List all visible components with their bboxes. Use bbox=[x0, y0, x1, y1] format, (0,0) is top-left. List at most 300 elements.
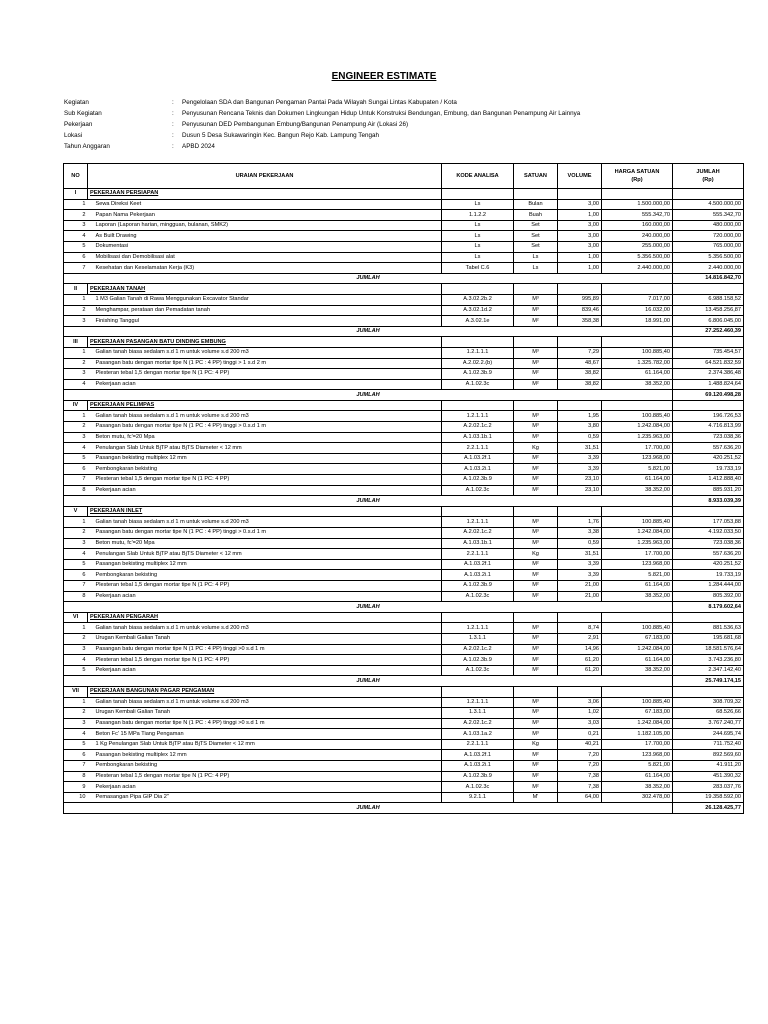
empty-cell bbox=[442, 400, 514, 411]
table-row bbox=[64, 559, 744, 570]
item-code: A.1.03.2f.1 bbox=[442, 453, 514, 464]
item-unit-price: 5.821,00 bbox=[602, 761, 673, 772]
item-description: Menghampar, perataan dan Pemadatan tanah bbox=[88, 305, 442, 316]
item-amount: 4.192.033,50 bbox=[673, 528, 744, 539]
item-volume: 3,00 bbox=[558, 220, 602, 231]
item-unit-price: 67.183,00 bbox=[602, 633, 673, 644]
item-unit: M² bbox=[514, 580, 558, 591]
empty-cell bbox=[442, 284, 514, 295]
item-unit-price: 17.700,00 bbox=[602, 739, 673, 750]
item-number: 3 bbox=[64, 369, 88, 380]
item-volume: 23,10 bbox=[558, 485, 602, 496]
section-total-label: JUMLAH bbox=[64, 496, 673, 507]
table-row bbox=[64, 294, 744, 305]
table-row bbox=[64, 665, 744, 676]
item-code: Ls bbox=[442, 252, 514, 263]
item-unit-price: 61.164,00 bbox=[602, 580, 673, 591]
table-row bbox=[64, 411, 744, 422]
meta-row bbox=[64, 120, 744, 131]
table-row bbox=[64, 538, 744, 549]
item-volume: 7,38 bbox=[558, 782, 602, 793]
item-code: 1.2.1.1.1 bbox=[442, 697, 514, 708]
section-name: PEKERJAAN TANAH bbox=[88, 284, 442, 295]
item-description: Pasangan bekisting multiplex 12 mm bbox=[88, 559, 442, 570]
item-unit: M³ bbox=[514, 358, 558, 369]
item-code: 1.2.1.1.1 bbox=[442, 411, 514, 422]
section-total-amount: 8.179.602,64 bbox=[673, 602, 744, 613]
item-number: 7 bbox=[64, 580, 88, 591]
table-row bbox=[64, 241, 744, 252]
item-number: 4 bbox=[64, 379, 88, 390]
item-volume: 3,00 bbox=[558, 231, 602, 242]
item-volume: 3,06 bbox=[558, 697, 602, 708]
item-unit: M² bbox=[514, 570, 558, 581]
item-unit-price: 123.968,00 bbox=[602, 559, 673, 570]
table-row bbox=[64, 443, 744, 454]
item-unit: M³ bbox=[514, 718, 558, 729]
item-amount: 308.709,32 bbox=[673, 697, 744, 708]
empty-cell bbox=[602, 337, 673, 348]
section-total-amount: 26.128.425,77 bbox=[673, 803, 744, 814]
section-total-row bbox=[64, 496, 744, 507]
section-total-label: JUMLAH bbox=[64, 803, 673, 814]
item-amount: 720.000,00 bbox=[673, 231, 744, 242]
section-name: PEKERJAAN PASANGAN BATU DINDING EMBUNG bbox=[88, 337, 442, 348]
section-name: PEKERJAAN BANGUNAN PAGAR PENGAMAN bbox=[88, 686, 442, 697]
table-row bbox=[64, 305, 744, 316]
item-description: Pemasangan Pipa GIP Dia 2" bbox=[88, 792, 442, 803]
item-unit: M³ bbox=[514, 708, 558, 719]
item-number: 8 bbox=[64, 771, 88, 782]
section-total-amount: 25.749.174,15 bbox=[673, 676, 744, 687]
section-number: I bbox=[64, 189, 88, 200]
item-volume: 21,00 bbox=[558, 591, 602, 602]
item-amount: 557.636,20 bbox=[673, 549, 744, 560]
table-row bbox=[64, 644, 744, 655]
item-code: A.3.02.1d.2 bbox=[442, 305, 514, 316]
item-volume: 3,80 bbox=[558, 422, 602, 433]
empty-cell bbox=[558, 612, 602, 623]
item-number: 4 bbox=[64, 443, 88, 454]
table-row bbox=[64, 697, 744, 708]
item-volume: 7,20 bbox=[558, 750, 602, 761]
meta-key: Lokasi bbox=[64, 131, 83, 139]
item-description: Pembongkaran bekisting bbox=[88, 570, 442, 581]
item-number: 6 bbox=[64, 252, 88, 263]
item-code: A.2.02.2.(b) bbox=[442, 358, 514, 369]
empty-cell bbox=[558, 400, 602, 411]
item-code: A.1.02.3b.9 bbox=[442, 580, 514, 591]
item-amount: 19.358.592,00 bbox=[673, 792, 744, 803]
section-name: PEKERJAAN INLET bbox=[88, 506, 442, 517]
item-description: 1 M3 Galian Tanah di Rawa Menggunakan Excavator Standar bbox=[88, 294, 442, 305]
table-row bbox=[64, 570, 744, 581]
item-volume: 358,38 bbox=[558, 316, 602, 327]
table-row bbox=[64, 528, 744, 539]
empty-cell bbox=[602, 189, 673, 200]
item-code: 1.2.1.1.1 bbox=[442, 623, 514, 634]
item-volume: 40,21 bbox=[558, 739, 602, 750]
empty-cell bbox=[514, 506, 558, 517]
item-code: Ls bbox=[442, 199, 514, 210]
item-unit-price: 123.968,00 bbox=[602, 750, 673, 761]
item-number: 3 bbox=[64, 718, 88, 729]
item-unit-price: 255.000,00 bbox=[602, 241, 673, 252]
item-description: 1 Kg Penulangan Slab Untuk BjTP atau BjTS Diameter < 12 mm bbox=[88, 739, 442, 750]
item-amount: 18.581.576,64 bbox=[673, 644, 744, 655]
item-volume: 31,51 bbox=[558, 549, 602, 560]
item-unit-price: 100.885,40 bbox=[602, 517, 673, 528]
item-amount: 2.440.000,00 bbox=[673, 263, 744, 274]
table-row bbox=[64, 379, 744, 390]
item-description: Pasangan bekisting multiplex 12 mm bbox=[88, 453, 442, 464]
section-header-row bbox=[64, 400, 744, 411]
estimate-table bbox=[63, 163, 744, 814]
item-unit: Bulan bbox=[514, 199, 558, 210]
item-unit-price: 5.356.500,00 bbox=[602, 252, 673, 263]
empty-cell bbox=[442, 612, 514, 623]
document-title: ENGINEER ESTIMATE bbox=[331, 71, 437, 82]
table-row bbox=[64, 485, 744, 496]
item-amount: 557.636,20 bbox=[673, 443, 744, 454]
item-volume: 1,76 bbox=[558, 517, 602, 528]
item-unit-price: 240.000,00 bbox=[602, 231, 673, 242]
item-unit: Set bbox=[514, 220, 558, 231]
item-code: A.1.03.2f.1 bbox=[442, 750, 514, 761]
empty-cell bbox=[558, 337, 602, 348]
table-row bbox=[64, 792, 744, 803]
item-code: A.1.03.2i.1 bbox=[442, 570, 514, 581]
item-unit-price: 1.325.782,00 bbox=[602, 358, 673, 369]
section-total-amount: 27.252.460,39 bbox=[673, 326, 744, 337]
meta-row bbox=[64, 109, 744, 120]
item-unit: M² bbox=[514, 369, 558, 380]
item-unit-price: 38.352,00 bbox=[602, 591, 673, 602]
item-code: A.2.02.1c.2 bbox=[442, 644, 514, 655]
item-unit-price: 38.352,00 bbox=[602, 782, 673, 793]
item-unit: M³ bbox=[514, 633, 558, 644]
item-description: Plesteran tebal 1,5 dengan mortar tipe N (1 PC: 4 PP) bbox=[88, 475, 442, 486]
item-volume: 3,03 bbox=[558, 718, 602, 729]
item-volume: 7,29 bbox=[558, 347, 602, 358]
project-info bbox=[64, 98, 744, 153]
empty-cell bbox=[673, 189, 744, 200]
item-description: Pasangan batu dengan mortar tipe N (1 PC : 4 PP) tinggi > 0.s.d 1 m bbox=[88, 422, 442, 433]
item-description: Pasangan batu dengan mortar tipe N (1 PC : 4 PP) tinggi > 0.s.d 1 m bbox=[88, 528, 442, 539]
item-number: 6 bbox=[64, 750, 88, 761]
item-unit: Buah bbox=[514, 210, 558, 221]
table-row bbox=[64, 580, 744, 591]
section-total-amount: 8.933.039,39 bbox=[673, 496, 744, 507]
item-unit-price: 1.242.084,00 bbox=[602, 718, 673, 729]
section-total-amount: 69.120.498,28 bbox=[673, 390, 744, 401]
item-amount: 196.726,53 bbox=[673, 411, 744, 422]
meta-value: APBD 2024 bbox=[182, 142, 215, 150]
meta-sep: : bbox=[172, 99, 174, 106]
item-unit-price: 1.235.963,00 bbox=[602, 538, 673, 549]
item-code: 9.2.1.1 bbox=[442, 792, 514, 803]
item-unit: Set bbox=[514, 241, 558, 252]
item-code: 1.3.1.1 bbox=[442, 633, 514, 644]
table-row bbox=[64, 252, 744, 263]
table-row bbox=[64, 231, 744, 242]
item-number: 1 bbox=[64, 411, 88, 422]
item-volume: 1,95 bbox=[558, 411, 602, 422]
item-unit-price: 5.821,00 bbox=[602, 464, 673, 475]
item-unit-price: 100.885,40 bbox=[602, 623, 673, 634]
item-description: Mobilisasi dan Demobilisasi alat bbox=[88, 252, 442, 263]
item-code: A.1.03.2i.1 bbox=[442, 761, 514, 772]
meta-sep: : bbox=[172, 131, 174, 139]
item-number: 7 bbox=[64, 475, 88, 486]
meta-sep: : bbox=[172, 142, 174, 150]
item-description: Galian tanah biasa sedalam s.d 1 m untuk volume s.d 200 m3 bbox=[88, 697, 442, 708]
item-unit-price: 38.352,00 bbox=[602, 665, 673, 676]
table-row bbox=[64, 623, 744, 634]
item-number: 8 bbox=[64, 591, 88, 602]
item-volume: 0,59 bbox=[558, 538, 602, 549]
section-name: PEKERJAAN PERSIAPAN bbox=[88, 189, 442, 200]
header-jumlah-label: JUMLAH bbox=[696, 169, 720, 175]
item-amount: 765.000,00 bbox=[673, 241, 744, 252]
item-unit-price: 100.885,40 bbox=[602, 411, 673, 422]
item-description: Galian tanah biasa sedalam s.d 1 m untuk volume s.d 200 m3 bbox=[88, 347, 442, 358]
empty-cell bbox=[602, 686, 673, 697]
item-unit: Ls bbox=[514, 263, 558, 274]
item-unit-price: 555.342,70 bbox=[602, 210, 673, 221]
item-unit: M³ bbox=[514, 538, 558, 549]
item-code: 1.2.1.1.1 bbox=[442, 517, 514, 528]
item-number: 1 bbox=[64, 697, 88, 708]
item-amount: 244.695,74 bbox=[673, 729, 744, 740]
item-amount: 5.356.500,00 bbox=[673, 252, 744, 263]
table-row bbox=[64, 750, 744, 761]
item-unit: M³ bbox=[514, 729, 558, 740]
header-harga bbox=[602, 164, 673, 189]
item-volume: 23,10 bbox=[558, 475, 602, 486]
item-unit: Set bbox=[514, 231, 558, 242]
table-row bbox=[64, 358, 744, 369]
item-unit-price: 1.242.084,00 bbox=[602, 422, 673, 433]
item-number: 7 bbox=[64, 761, 88, 772]
item-unit: M³ bbox=[514, 305, 558, 316]
item-amount: 13.458.256,87 bbox=[673, 305, 744, 316]
item-unit: Kg bbox=[514, 549, 558, 560]
item-code: A.1.03.1b.1 bbox=[442, 432, 514, 443]
section-total-row bbox=[64, 326, 744, 337]
item-volume: 3,39 bbox=[558, 453, 602, 464]
table-row bbox=[64, 708, 744, 719]
item-number: 5 bbox=[64, 241, 88, 252]
item-number: 10 bbox=[64, 792, 88, 803]
item-volume: 64,00 bbox=[558, 792, 602, 803]
item-unit-price: 16.032,00 bbox=[602, 305, 673, 316]
section-number: III bbox=[64, 337, 88, 348]
item-amount: 2.374.386,48 bbox=[673, 369, 744, 380]
table-row bbox=[64, 475, 744, 486]
item-number: 7 bbox=[64, 263, 88, 274]
item-amount: 3.767.240,77 bbox=[673, 718, 744, 729]
item-description: Plesteran tebal 1,5 dengan mortar tipe N (1 PC: 4 PP) bbox=[88, 655, 442, 666]
item-amount: 711.752,40 bbox=[673, 739, 744, 750]
item-amount: 480.000,00 bbox=[673, 220, 744, 231]
item-amount: 6.806.045,00 bbox=[673, 316, 744, 327]
empty-cell bbox=[673, 400, 744, 411]
item-number: 3 bbox=[64, 220, 88, 231]
item-amount: 64.521.832,59 bbox=[673, 358, 744, 369]
item-description: Kesehatan dan Keselamatan Kerja (K3) bbox=[88, 263, 442, 274]
item-volume: 0,21 bbox=[558, 729, 602, 740]
header-satuan: SATUAN bbox=[514, 164, 558, 189]
item-description: Pembongkaran bekisting bbox=[88, 761, 442, 772]
item-unit: M² bbox=[514, 559, 558, 570]
empty-cell bbox=[673, 686, 744, 697]
empty-cell bbox=[514, 189, 558, 200]
item-volume: 1,00 bbox=[558, 263, 602, 274]
item-unit: M³ bbox=[514, 697, 558, 708]
item-amount: 723.038,36 bbox=[673, 538, 744, 549]
table-row bbox=[64, 633, 744, 644]
header-kode: KODE ANALISA bbox=[442, 164, 514, 189]
item-code: A.1.02.3c bbox=[442, 379, 514, 390]
item-unit-price: 100.885,40 bbox=[602, 347, 673, 358]
section-total-label: JUMLAH bbox=[64, 273, 673, 284]
item-unit-price: 38.352,00 bbox=[602, 379, 673, 390]
item-unit: M³ bbox=[514, 623, 558, 634]
item-volume: 7,20 bbox=[558, 761, 602, 772]
item-number: 2 bbox=[64, 528, 88, 539]
item-unit-price: 302.478,00 bbox=[602, 792, 673, 803]
item-volume: 3,39 bbox=[558, 570, 602, 581]
item-number: 1 bbox=[64, 294, 88, 305]
item-amount: 892.569,60 bbox=[673, 750, 744, 761]
item-code: A.1.02.3c bbox=[442, 485, 514, 496]
item-description: Dokumentasi bbox=[88, 241, 442, 252]
section-header-row bbox=[64, 506, 744, 517]
item-amount: 2.347.142,40 bbox=[673, 665, 744, 676]
table-row bbox=[64, 432, 744, 443]
meta-value: Pengelolaan SDA dan Bangunan Pengaman Pantai Pada Wilayah Sungai Lintas Kabupaten / Kota bbox=[182, 99, 457, 106]
meta-key: Pekerjaan bbox=[64, 120, 93, 128]
meta-key: Sub Kegiatan bbox=[64, 109, 102, 117]
item-code: 2.2.1.1.1 bbox=[442, 739, 514, 750]
item-description: Beton mutu, fc'=20 Mpa bbox=[88, 538, 442, 549]
item-number: 5 bbox=[64, 665, 88, 676]
empty-cell bbox=[442, 506, 514, 517]
item-volume: 3,00 bbox=[558, 241, 602, 252]
table-row bbox=[64, 729, 744, 740]
empty-cell bbox=[602, 400, 673, 411]
empty-cell bbox=[673, 337, 744, 348]
section-header-row bbox=[64, 337, 744, 348]
item-number: 5 bbox=[64, 453, 88, 464]
item-unit-price: 5.821,00 bbox=[602, 570, 673, 581]
table-row bbox=[64, 453, 744, 464]
item-unit-price: 1.235.963,00 bbox=[602, 432, 673, 443]
meta-key: Kegiatan bbox=[64, 99, 89, 106]
empty-cell bbox=[558, 189, 602, 200]
meta-value: Dusun 5 Desa Sukawaringin Kec. Bangun Rejo Kab. Lampung Tengah bbox=[182, 131, 379, 139]
item-unit-price: 61.164,00 bbox=[602, 771, 673, 782]
section-number: VI bbox=[64, 612, 88, 623]
item-amount: 723.038,36 bbox=[673, 432, 744, 443]
empty-cell bbox=[442, 337, 514, 348]
section-total-row bbox=[64, 273, 744, 284]
item-number: 2 bbox=[64, 708, 88, 719]
table-row bbox=[64, 220, 744, 231]
item-number: 6 bbox=[64, 570, 88, 581]
empty-cell bbox=[558, 686, 602, 697]
item-number: 1 bbox=[64, 623, 88, 634]
section-total-amount: 14.816.842,70 bbox=[673, 273, 744, 284]
header-no: NO bbox=[64, 164, 88, 189]
item-unit: Kg bbox=[514, 739, 558, 750]
item-unit: M² bbox=[514, 464, 558, 475]
item-code: Ls bbox=[442, 231, 514, 242]
item-amount: 885.931,20 bbox=[673, 485, 744, 496]
item-number: 9 bbox=[64, 782, 88, 793]
item-unit: M³ bbox=[514, 432, 558, 443]
section-name: PEKERJAAN PELIMPAS bbox=[88, 400, 442, 411]
empty-cell bbox=[442, 686, 514, 697]
section-number: V bbox=[64, 506, 88, 517]
item-amount: 451.390,32 bbox=[673, 771, 744, 782]
item-unit: M² bbox=[514, 591, 558, 602]
item-unit-price: 1.242.084,00 bbox=[602, 644, 673, 655]
item-volume: 31,51 bbox=[558, 443, 602, 454]
table-row bbox=[64, 369, 744, 380]
item-number: 1 bbox=[64, 517, 88, 528]
item-number: 2 bbox=[64, 358, 88, 369]
item-code: Tabel C.6 bbox=[442, 263, 514, 274]
item-unit-price: 17.700,00 bbox=[602, 443, 673, 454]
item-number: 8 bbox=[64, 485, 88, 496]
item-unit: M³ bbox=[514, 294, 558, 305]
table-row bbox=[64, 347, 744, 358]
item-code: A.3.02.1e bbox=[442, 316, 514, 327]
item-volume: 1,00 bbox=[558, 252, 602, 263]
item-description: Pasangan batu dengan mortar tipe N (1 PC : 4 PP) tinggi > 1 s.d 2 m bbox=[88, 358, 442, 369]
table-row bbox=[64, 210, 744, 221]
section-header-row bbox=[64, 189, 744, 200]
item-description: Plesteran tebal 1,5 dengan mortar tipe N (1 PC: 4 PP) bbox=[88, 369, 442, 380]
item-code: A.1.02.3b.9 bbox=[442, 771, 514, 782]
item-unit-price: 61.164,00 bbox=[602, 475, 673, 486]
item-amount: 805.392,00 bbox=[673, 591, 744, 602]
item-volume: 7,38 bbox=[558, 771, 602, 782]
item-unit: M² bbox=[514, 485, 558, 496]
item-code: A.1.03.1b.1 bbox=[442, 538, 514, 549]
header-harga-unit: (Rp) bbox=[631, 177, 643, 183]
table-row bbox=[64, 263, 744, 274]
item-number: 2 bbox=[64, 633, 88, 644]
item-amount: 19.733,19 bbox=[673, 464, 744, 475]
item-code: A.2.02.1c.2 bbox=[442, 422, 514, 433]
empty-cell bbox=[673, 284, 744, 295]
item-description: Penulangan Slab Untuk BjTP atau BjTS Diameter < 12 mm bbox=[88, 443, 442, 454]
section-header-row bbox=[64, 686, 744, 697]
item-description: Sewa Direksi Keet bbox=[88, 199, 442, 210]
section-name: PEKERJAAN PENGARAH bbox=[88, 612, 442, 623]
item-amount: 1.412.888,40 bbox=[673, 475, 744, 486]
item-unit: M² bbox=[514, 316, 558, 327]
item-description: Pasangan batu dengan mortar tipe N (1 PC : 4 PP) tinggi >0 s.d 1 m bbox=[88, 718, 442, 729]
item-amount: 68.526,66 bbox=[673, 708, 744, 719]
item-number: 3 bbox=[64, 316, 88, 327]
item-unit: M³ bbox=[514, 411, 558, 422]
item-unit: M² bbox=[514, 782, 558, 793]
meta-value: Penyusunan Rencana Teknis dan Dokumen Lingkungan Hidup Untuk Konstruksi Bendungan, Embung, dan Bangunan Penampung Air Lainnya bbox=[182, 109, 581, 117]
